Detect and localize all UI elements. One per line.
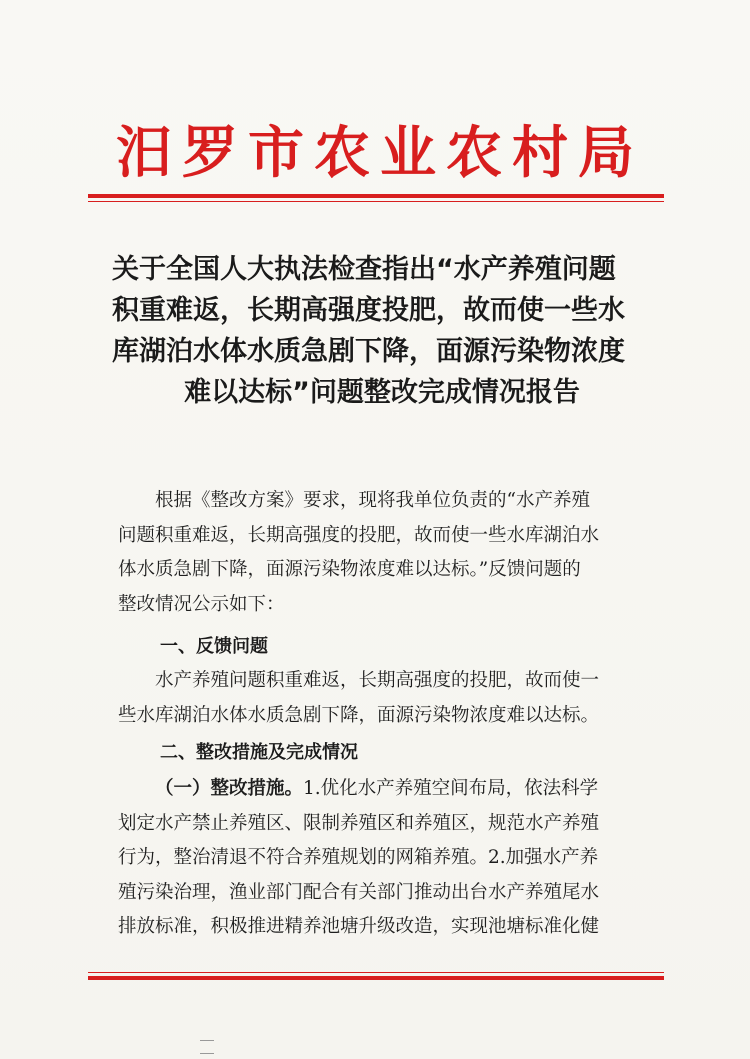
paragraph-line: 些水库湖泊水体水质急剧下降，面源污染物浓度难以达标。 (118, 704, 600, 726)
paragraph-line: 排放标准，积极推进精养池塘升级改造，实现池塘标准化健 (118, 916, 600, 938)
measures-lead: （一）整改措施。 (155, 778, 304, 799)
paragraph-line (118, 772, 646, 807)
paragraph-line: 整改情况公示如下： (118, 593, 285, 615)
paragraph-line: 水产养殖问题积重难返，长期高强度的投肥，故而使一 (155, 670, 600, 691)
title-line: 关于全国人大执法检查指出“水产养殖问题 (112, 254, 616, 285)
document-title (112, 249, 652, 413)
section1-paragraph (118, 664, 646, 733)
section2-paragraph (118, 772, 646, 945)
section1-heading: 一、反馈问题 (160, 636, 268, 657)
paragraph-line: 根据《整改方案》要求，现将我单位负责的“水产养殖 (155, 490, 590, 511)
paragraph-line: 行为，整治清退不符合养殖规划的网箱养殖。2.加强水产养 (118, 847, 599, 869)
footer-red-rule (88, 972, 664, 980)
measures-first-line: 1.优化水产养殖空间布局，依法科学 (303, 778, 599, 799)
paragraph-line: 殖污染治理，渔业部门配合有关部门推动出台水产养殖尾水 (118, 881, 600, 903)
paragraph-line: 问题积重难返，长期高强度的投肥，故而使一些水库湖泊水 (118, 524, 600, 546)
paragraph-line: 体水质急剧下降，面源污染物浓度难以达标。”反馈问题的 (118, 559, 581, 581)
letterhead-red-rule (88, 194, 664, 202)
paragraph-line: 划定水产禁止养殖区、限制养殖区和养殖区，规范水产养殖 (118, 812, 600, 834)
title-line: 难以达标”问题整改完成情况报告 (184, 377, 580, 408)
intro-paragraph (118, 484, 646, 622)
title-line: 积重难返，长期高强度投肥，故而使一些水 (112, 295, 625, 326)
section2-heading: 二、整改措施及完成情况 (160, 742, 358, 763)
letterhead-org-name: 汨罗市农业农村局 (116, 120, 644, 186)
binding-mark (200, 1040, 214, 1054)
title-line: 库湖泊水体水质急剧下降，面源污染物浓度 (112, 336, 625, 367)
